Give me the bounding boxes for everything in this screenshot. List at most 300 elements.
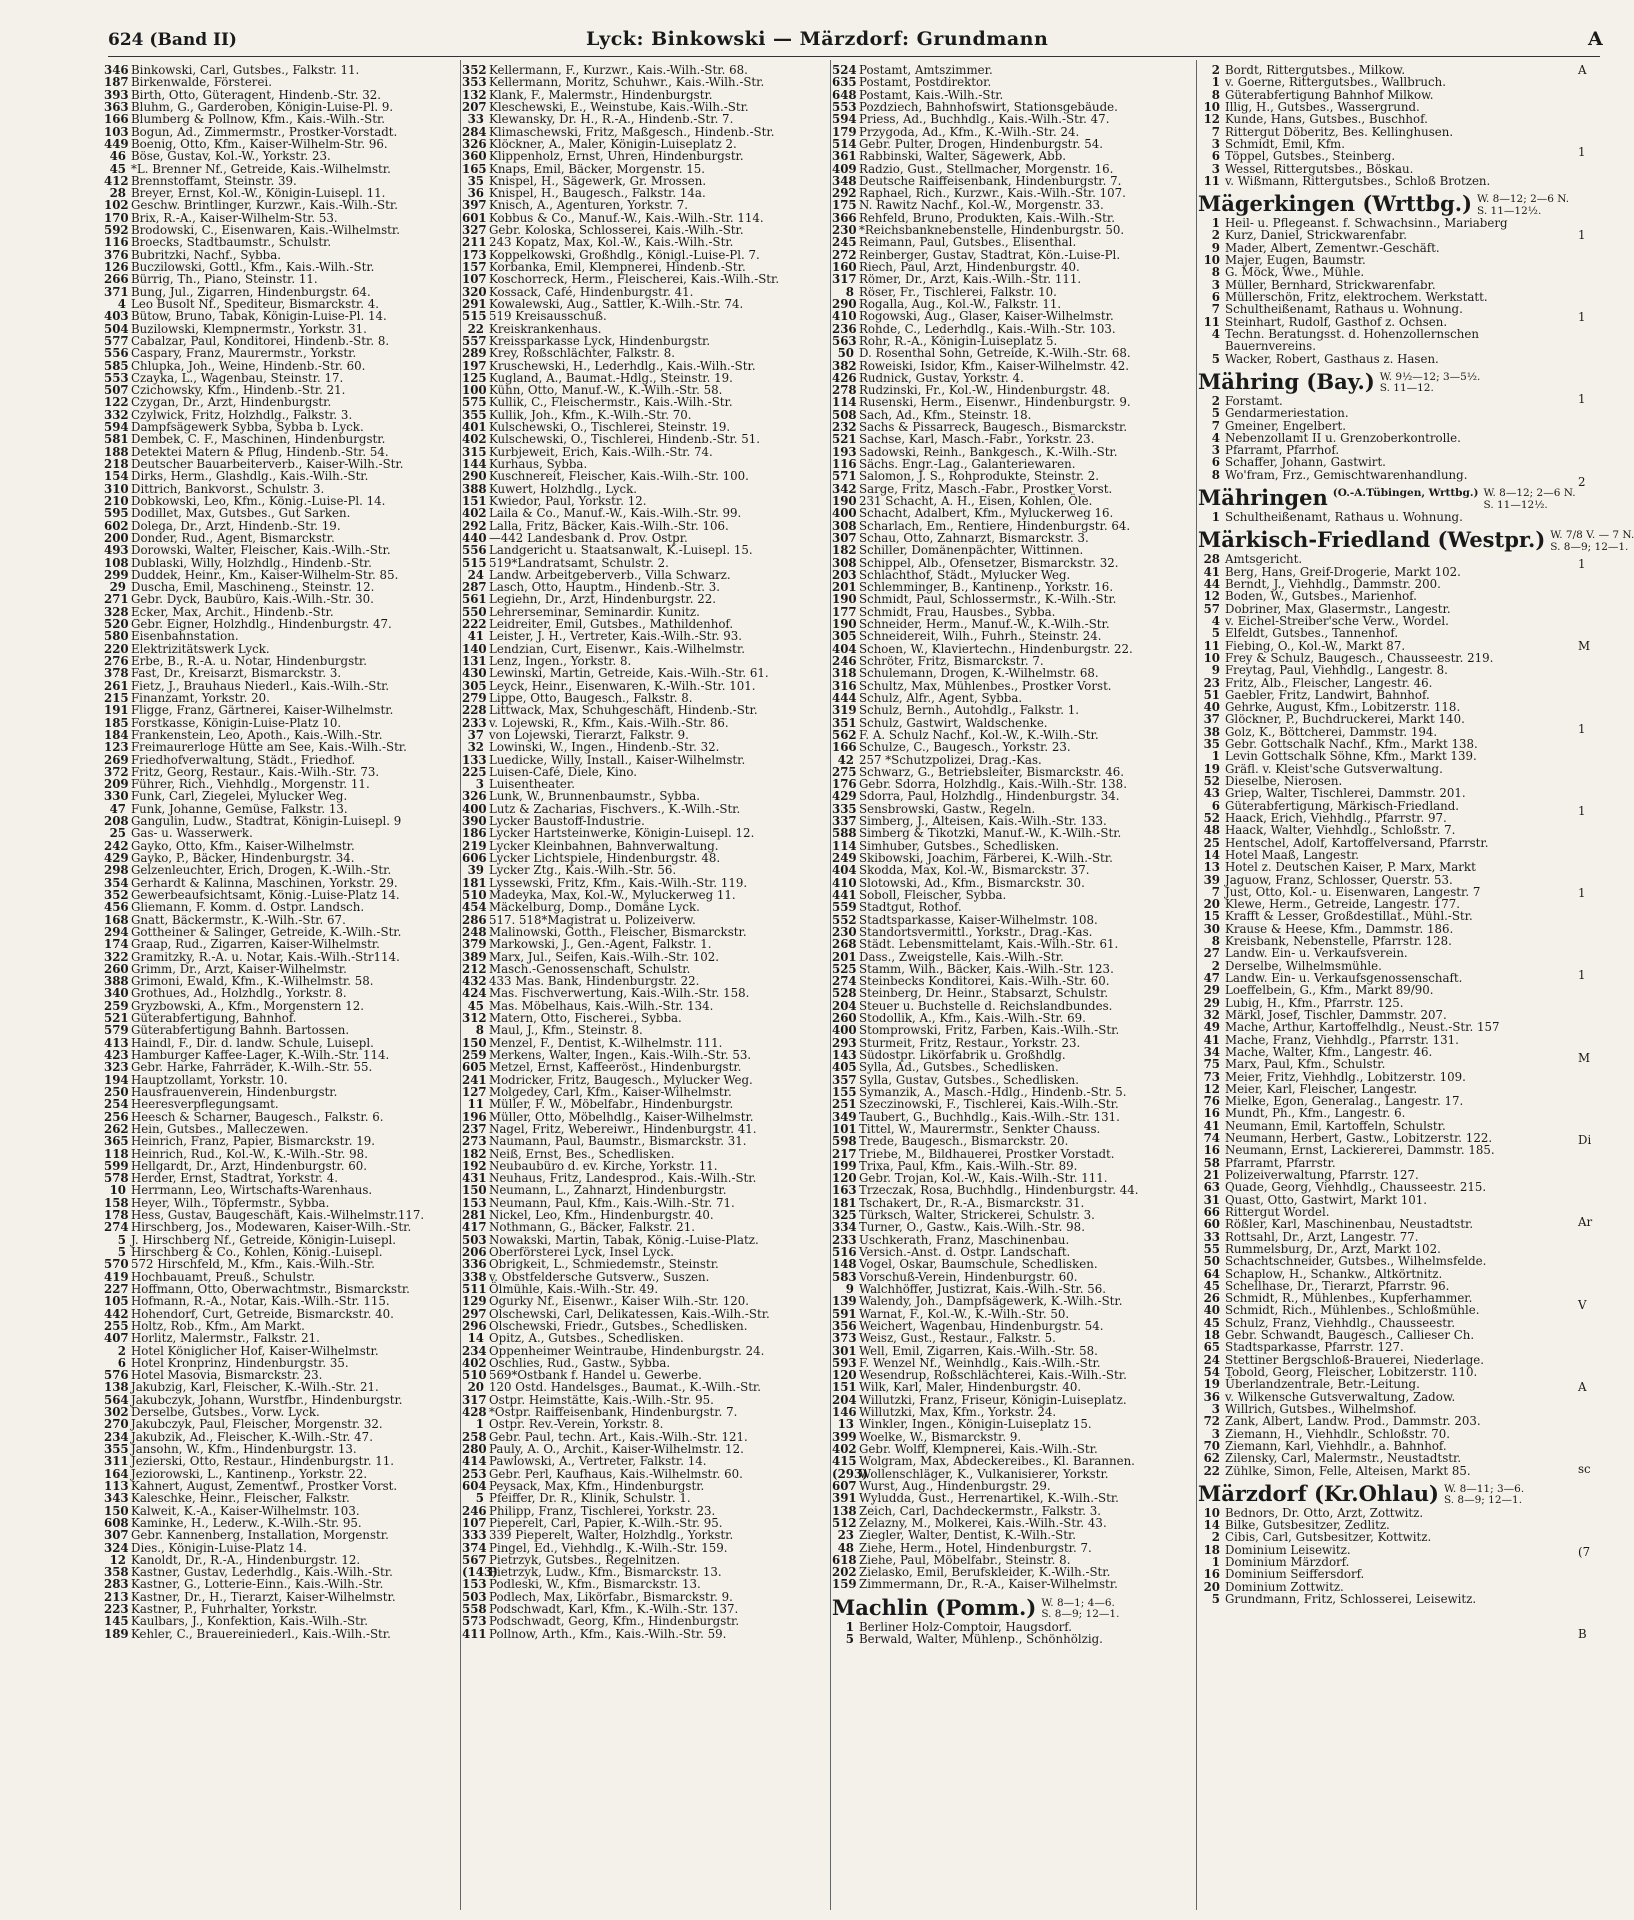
entry-text: Kastner, Gustav, Lederhdlg., Kais.-Wilh.-Str. [131,1565,393,1580]
phone-number: 191 [104,703,129,718]
phone-number: 230 [832,223,857,238]
phone-number: 20 [1203,1579,1220,1594]
phone-number: 20 [467,1380,484,1395]
phone-number: 360 [462,149,487,164]
page-title: Lyck: Binkowski — Märzdorf: Grundmann [586,28,1049,50]
entry-text: Knisch, A., Agenturen, Yorkstr. 7. [489,198,688,213]
phone-number: 189 [104,1626,129,1641]
phone-number: 372 [104,764,129,779]
entry-text: Kalweit, K.-A., Kaiser-Wilhelmstr. 103. [131,1503,360,1518]
phone-number: 5 [1211,351,1220,366]
phone-number: 234 [104,1429,129,1444]
phone-number: 13 [1203,860,1220,875]
entry-text: Derselbe, Gutsbes., Vorw. Lyck. [131,1405,320,1420]
entry-text: Kullik, Joh., Kfm., K.-Wilh.-Str. 70. [489,407,692,422]
entry-text: Rummelsburg, Dr., Arzt, Markt 102. [1225,1241,1441,1256]
phone-number: 292 [462,518,487,533]
entry-text: Ostpr. Rev.-Verein, Yorkstr. 8. [489,1417,664,1432]
entry-text: Opitz, A., Gutsbes., Schedlisken. [489,1331,684,1346]
entry-text: Hoffmann, Otto, Oberwachtmstr., Bismarckstr. [131,1281,410,1296]
phone-number: 558 [462,1602,487,1617]
directory-entry [1198,590,1578,602]
phone-number: 11 [1203,173,1220,188]
phone-number: 343 [104,1491,129,1506]
phone-number: 291 [462,296,487,311]
entry-text: Leyck, Heinr., Eisenwaren, K.-Wilh.-Str. 101. [489,678,756,693]
entry-text: Neumann, Ernst, Lackiererei, Dammstr. 185. [1225,1143,1495,1158]
phone-number: 251 [832,1097,857,1112]
phone-number: 12 [109,1552,126,1567]
directory-entry [1198,984,1578,996]
directory-entry [462,1258,828,1270]
entry-text: Rudnick, Gustav, Yorkstr. 4. [859,370,1024,385]
entry-text: Gebr. Schwandt, Baugesch., Callieser Ch. [1225,1328,1475,1343]
phone-number: 218 [104,457,129,471]
phone-number: 47 [1203,971,1220,985]
entry-text: Wurst, Aug., Hindenburgstr. 29. [859,1478,1051,1493]
directory-entry [832,1024,1194,1036]
phone-number: 43 [1203,786,1220,801]
entry-text: Schulemann, Drogen, K.-Wilhelmstr. 68. [859,666,1099,681]
directory-entry [462,1345,828,1357]
phone-number: 426 [832,370,857,385]
directory-entry [1198,1058,1578,1070]
entry-text: 257 *Schutzpolizei, Drag.-Kas. [859,752,1042,767]
entry-text: Postamt, Postdirektor. [859,75,992,90]
directory-entry [104,1615,458,1627]
directory-entry [832,901,1194,913]
entry-text: Bogun, Ad., Zimmermstr., Prostker-Vorstadt. [131,124,398,139]
phone-number: 429 [832,789,857,804]
entry-text: Postamt, Amtszimmer. [859,63,993,77]
entry-text: Lyssewski, Fritz, Kfm., Kais.-Wilh.-Str. 119. [489,875,748,890]
phone-number: 211 [462,235,487,250]
phone-number: 203 [832,567,857,582]
phone-number: 326 [462,789,487,804]
phone-number: 290 [462,469,487,484]
phone-number: 16 [1203,1106,1220,1121]
phone-number: 133 [462,752,487,767]
entry-text: Lehrerseminar, Seminardir. Kunitz. [489,604,700,619]
phone-number: 1 [1211,1555,1220,1570]
phone-number: 579 [104,1023,129,1038]
phone-number: 184 [104,727,129,742]
entry-text: Breyer, Ernst, Kol.-W., Königin-Luisepl. 11. [131,186,386,201]
directory-entry [104,273,458,285]
phone-number: 38 [1203,724,1220,739]
directory-entry [104,1578,458,1590]
phone-number: 145 [104,1614,129,1629]
entry-text: Czichowsky, Kfm., Hindenb.-Str. 21. [131,383,346,398]
entry-text: Ziegler, Walter, Dentist, K.-Wilh.-Str. [859,1528,1077,1543]
phone-number: 2 [1211,63,1220,77]
section-hours [1477,192,1569,217]
phone-number: 41 [1203,1032,1220,1047]
entry-text: Reimann, Paul, Gutsbes., Elisenthal. [859,235,1077,250]
entry-text: Dirks, Herm., Glashdlg., Kais.-Wilh.-Str. [131,469,369,484]
phone-number: 271 [104,592,129,607]
entry-text: Golz, K., Böttcherei, Dammstr. 194. [1225,724,1438,739]
phone-number: 327 [462,223,487,238]
phone-number: 253 [462,1466,487,1481]
entry-text: Rohde, C., Lederhdlg., Kais.-Wilh.-Str. 103. [859,321,1116,336]
phone-number: 11 [1203,314,1220,329]
entry-text: Meier, Fritz, Viehhdlg., Lobitzerstr. 109. [1225,1069,1466,1084]
entry-text: Schneidereit, Wilh., Fuhrh., Steinstr. 24. [859,629,1102,644]
entry-text: Mas. Fischverwertung, Kais.-Wilh.-Str. 158. [489,986,750,1001]
entry-text: Willrich, Gutsbes., Wilhelmshof. [1225,1401,1417,1416]
entry-text: Hess, Gustav, Baugeschäft, Kais.-Wilhelmstr.117. [131,1208,425,1223]
entry-text: Heyer, Wilh., Töpfermstr., Sybba. [131,1195,330,1210]
directory-entry [1198,420,1578,432]
entry-text: Hofmann, R.-A., Notar, Kais.-Wilh.-Str. 115. [131,1294,390,1309]
entry-text: Boenig, Otto, Kfm., Kaiser-Wilhelm-Str. 96. [131,136,388,151]
phone-number: 166 [104,112,129,127]
directory-entry [1198,1268,1578,1280]
entry-text: Podschwadt, Georg, Kfm., Hindenburgstr. [489,1614,740,1629]
entry-text: Hotel Königlicher Hof, Kaiser-Wilhelmstr. [131,1343,379,1358]
phone-number: 150 [104,1503,129,1518]
phone-number: 34 [1203,1044,1220,1059]
entry-text: Krafft & Lesser, Großdestillat., Mühl.-Str. [1225,909,1473,924]
phone-number: 138 [104,1380,129,1395]
directory-entry [104,987,458,999]
phone-number: 153 [462,1577,487,1592]
entry-text: Czayka, L., Wagenbau, Steinstr. 17. [131,370,344,385]
entry-text: Podlech, Max, Likörfabr., Bismarckstr. 9. [489,1589,733,1604]
section-heading [832,1596,1194,1621]
phone-number: 325 [832,1208,857,1223]
entry-text: Deutscher Bauarbeiterverb., Kaiser-Wilh.-Str. [131,457,404,471]
entry-text: Geschw. Brintlinger, Kurzwr., Kais.-Wilh.-Str. [131,198,398,213]
phone-number: 75 [1203,1057,1220,1072]
entry-text: Lutz & Zacharias, Fischvers., K.-Wilh.-Str. [489,801,741,816]
entry-text: Wilk, Karl, Maler, Hindenburgstr. 40. [859,1380,1082,1395]
entry-text: Taubert, G., Buchhdlg., Kais.-Wilh.-Str. 131. [859,1109,1120,1124]
phone-number: 567 [462,1552,487,1567]
phone-number: 280 [462,1442,487,1456]
phone-number: 328 [104,604,129,619]
phone-number: 23 [1203,675,1220,690]
phone-number: 150 [462,1183,487,1198]
entry-text: Dieselbe, Nierosen. [1225,774,1343,788]
phone-number: 11 [467,1097,484,1112]
phone-number: 4 [1211,613,1220,628]
entry-text: Techn. Beratungsst. d. Hohenzollernschen [1225,326,1479,341]
phone-number: 404 [832,641,857,656]
phone-number: 504 [104,321,129,336]
phone-number: 37 [1203,712,1220,727]
phone-number: 120 [832,1368,857,1383]
phone-number: 10 [109,1183,126,1198]
entry-text: Gayko, P., Bäcker, Hindenburgstr. 34. [131,851,355,865]
entry-text: Zank, Albert, Landw. Prod., Dammstr. 203. [1225,1414,1481,1429]
edge-fragment: 1 [1578,145,1586,160]
entry-text: Schmidt, Paul, Schlossermstr., K.-Wilh.-Str. [859,592,1117,607]
entry-text: Kobbus & Co., Manuf.-W., Kais.-Wilh.-Str. 114. [489,210,764,225]
edge-fragment: A [1578,63,1587,77]
entry-text: Lippe, Otto, Baugesch., Falkstr. 8. [489,690,693,705]
phone-number: 524 [832,63,857,77]
directory-entry [462,1615,828,1627]
entry-text: Ziemann, Karl, Viehhdlr., a. Bahnhof. [1225,1438,1447,1453]
entry-text: Kastner, G., Lotterie-Einn., Kais.-Wilh.-Str. [131,1577,384,1592]
sunday-hours: S. 11—12. [1379,382,1434,395]
entry-text: Schröter, Fritz, Bismarckstr. 7. [859,654,1044,668]
directory-entry [462,1135,828,1147]
directory-entry [104,360,458,372]
phone-number: 349 [832,1109,857,1124]
phone-number: 2 [1211,393,1220,408]
entry-text: Brix, R.-A., Kaiser-Wilhelm-Str. 53. [131,210,338,225]
directory-entry [1198,1218,1578,1230]
entry-text: Gayko, Otto, Kfm., Kaiser-Wilhelmstr. [131,838,355,853]
phone-number: 316 [832,678,857,693]
phone-number: 353 [462,75,487,90]
directory-entry [832,507,1194,519]
entry-text: F. Wenzel Nf., Weinhdlg., Kais.-Wilh.-Str. [859,1355,1101,1370]
entry-text: Holtz, Rob., Kfm., Am Markt. [131,1318,305,1333]
entry-text: Uschkerath, Franz, Maschinenbau. [859,1232,1070,1247]
section-heading [1198,486,1578,511]
section-heading [1198,192,1578,217]
phone-number: 66 [1203,1204,1220,1219]
phone-number: 293 [832,1035,857,1050]
directory-entry [1198,824,1578,836]
entry-text: Lewinski, Martin, Getreide, Kais.-Wilh.-Str. 61. [489,666,769,681]
phone-number: 16 [1203,1567,1220,1582]
entry-text: Grimm, Dr., Arzt, Kaiser-Wilhelmstr. [131,961,347,976]
phone-number: 562 [832,727,857,742]
entry-text: Fritz, Georg, Restaur., Kais.-Wilh.-Str. 73. [131,764,380,779]
directory-entry [832,199,1194,211]
entry-text: Pfarramt, Pfarrstr. [1225,1155,1336,1170]
phone-number: 42 [837,752,854,767]
phone-number: 41 [1203,1118,1220,1133]
phone-number: 7 [1211,302,1220,317]
phone-number: 431 [462,1171,487,1186]
phone-number: 193 [832,444,857,459]
entry-text: Mader, Albert, Zementwr.-Geschäft. [1225,240,1440,255]
entry-text: Lubig, H., Kfm., Pfarrstr. 125. [1225,995,1404,1010]
phone-number: 45 [467,998,484,1013]
entry-text: Zelazny, M., Molkerei, Kais.-Wilh.-Str. 43. [859,1515,1107,1530]
phone-number: 404 [832,863,857,878]
entry-text: Dembek, C. F., Maschinen, Hindenburgstr. [131,432,386,447]
phone-number: 12 [1203,589,1220,604]
directory-entry [104,667,458,679]
phone-number: 36 [1203,1389,1220,1404]
entry-text: Bednors, Dr. Otto, Arzt, Zottwitz. [1225,1505,1424,1520]
directory-entry [832,1135,1194,1147]
phone-number: 139 [832,1294,857,1309]
entry-text: Gewerbeaufsichtsamt, König.-Luise-Platz 14. [131,887,400,902]
entry-text: Schlemminger, B., Kantinenp., Yorkstr. 16. [859,580,1114,595]
phone-number: 373 [832,1331,857,1346]
phone-number: 432 [462,974,487,989]
entry-text: Bung, Jul., Zigarren, Hindenburgstr. 64. [131,284,371,299]
entry-text: Leister, J. H., Vertreter, Kais.-Wilh.-Str. 93. [489,629,743,644]
directory-entry [104,741,458,753]
directory-entry [462,827,828,839]
phone-number: 233 [832,1232,857,1247]
entry-text: Grimoni, Ewald, Kfm., K.-Wilhelmstr. 58. [131,974,374,989]
entry-text: Luisentheater. [489,777,576,792]
phone-number: 170 [104,210,129,225]
phone-number: 39 [467,863,484,878]
entry-text: Kossack, Café, Hindenburgstr. 41. [489,284,694,299]
phone-number: 14 [1203,847,1220,862]
directory-entry [832,1098,1194,1110]
phone-number: 242 [104,838,129,853]
entry-text: Schmidt, Rich., Mühlenbes., Schloßmühle. [1225,1303,1480,1318]
phone-number: 10 [1203,253,1220,268]
edge-fragment: 1 [1578,803,1586,818]
entry-text: Bluhm, G., Garderoben, Königin-Luise-Pl. 9. [131,99,394,114]
entry-text: Rudzinski, Fr., Kol.-W., Hindenburgstr. 48. [859,383,1111,398]
phone-number: 118 [104,1146,129,1161]
phone-number: 400 [832,1023,857,1038]
page-header [108,28,1603,54]
entry-text: Skodda, Max, Kol.-W., Bismarckstr. 37. [859,863,1090,878]
phone-number: 357 [832,1072,857,1087]
directory-column-3 [832,64,1194,1914]
phone-number: 190 [832,617,857,632]
entry-text: Dies., Königin-Luise-Platz 14. [131,1540,307,1555]
phone-number: 3 [1211,136,1220,151]
directory-entry [104,544,458,556]
directory-entry [462,790,828,802]
directory-entry [832,163,1194,175]
entry-text: Schmidt, R., Mühlenbes., Kupferhammer. [1225,1291,1473,1306]
entry-text: Kleschewski, E., Weinstube, Kais.-Wilh.-Str. [489,99,749,114]
phone-number: 444 [832,690,857,705]
entry-text: Grundmann, Fritz, Schlosserei, Leisewitz. [1225,1592,1477,1606]
phone-number: 45 [1203,1278,1220,1293]
phone-number: 268 [832,937,857,952]
directory-entry [1198,750,1578,762]
directory-entry [104,1184,458,1196]
entry-text: Mache, Arthur, Kartoffelhdlg., Neust.-Str. 157 [1225,1020,1500,1035]
entry-text: Gangulin, Ludw., Stadtrat, Königin-Luisepl. 9 [131,814,402,829]
directory-entry [104,827,458,839]
entry-text: Forstamt. [1225,393,1283,408]
phone-number: 153 [462,1195,487,1210]
directory-entry [104,1332,458,1344]
entry-text: Wacker, Robert, Gasthaus z. Hasen. [1225,351,1439,366]
directory-entry [1198,1465,1578,1477]
entry-text: Städt. Lebensmittelamt, Kais.-Wilh.-Str. 61. [859,937,1119,952]
entry-text: Maul, J., Kfm., Steinstr. 8. [489,1023,643,1038]
entry-text: Südostpr. Likörfabrik u. Großhdlg. [859,1048,1066,1062]
phone-number: 187 [104,75,129,90]
entry-text: v. Goerne, Rittergutsbes., Wallbruch. [1225,75,1446,90]
entry-text: Hauptzollamt, Yorkstr. 10. [131,1072,288,1087]
entry-text: Fligge, Franz, Gärtnerei, Kaiser-Wilhelmstr. [131,703,394,718]
entry-text: Überlandzentrale, Betr.-Leitung. [1225,1377,1420,1392]
directory-entry [1198,150,1578,162]
entry-text: Matern, Otto, Fischerei., Sybba. [489,1011,682,1026]
entry-text: Hotel Maaß, Langestr. [1225,847,1360,862]
phone-number: 411 [462,1626,487,1641]
entry-text: Gmeiner, Engelbert. [1225,418,1346,433]
directory-entry [462,704,828,716]
phone-number: 10 [1203,1505,1220,1520]
entry-text: Kaleschke, Heinr., Fleischer, Falkstr. [131,1491,350,1506]
directory-entry [832,470,1194,482]
entry-text: Hirschberg & Co., Kohlen, König.-Luisepl. [131,1245,383,1259]
entry-text: Priess, Ad., Buchhdlg., Kais.-Wilh.-Str. 47. [859,112,1110,127]
phone-number: 515 [462,309,487,324]
entry-text: D. Rosenthal Sohn, Getreide, K.-Wilh.-Str. 68. [859,346,1131,361]
phone-number: 322 [104,949,129,964]
phone-number: 307 [832,530,857,545]
phone-number: 274 [832,974,857,989]
entry-text: Zilensky, Carl, Malermstr., Neustadtstr. [1225,1451,1462,1466]
phone-number: 2 [117,1343,126,1358]
page-label: 624 (Band II) [108,30,237,50]
phone-number: 521 [832,432,857,447]
directory-entry [104,507,458,519]
phone-number: 23 [837,1528,854,1543]
entry-text: Jakubzig, Karl, Fleischer, K.-Wilh.-Str. 21. [131,1380,379,1395]
entry-text: Ziehe, Herm., Hotel, Hindenburgstr. 7. [859,1540,1092,1555]
entry-text: Bubritzki, Nachf., Sybba. [131,247,281,262]
edge-fragment: M [1578,1050,1591,1065]
directory-entry [462,150,828,162]
phone-number: 515 [462,555,487,570]
phone-number: 510 [462,1368,487,1383]
entry-text: Symanzik, A., Masch.-Hdlg., Hindenb.-Str. 5. [859,1084,1127,1099]
phone-number: 570 [104,1257,129,1272]
phone-number: 6 [1211,798,1220,813]
phone-number: 399 [832,1429,857,1444]
entry-text: Tittel, W., Maurermstr., Senkter Chauss. [859,1121,1101,1136]
entry-text: Rogalla, Aug., Kol.-W., Falkstr. 11. [859,296,1062,311]
entry-text: Fritz, Alb., Fleischer, Langestr. 46. [1225,675,1433,690]
entry-text: Masch.-Genossenschaft, Schulstr. [489,961,691,976]
phone-number: 335 [832,801,857,816]
entry-text: Gräfl. v. Kleist'sche Gutsverwaltung. [1225,761,1443,776]
phone-number: 430 [462,666,487,681]
phone-number: 281 [462,1208,487,1223]
phone-number: 41 [1203,564,1220,579]
edge-fragment: 1 [1578,556,1586,571]
phone-number: 414 [462,1454,487,1469]
phone-number: 391 [832,1491,857,1506]
directory-entry [1198,407,1578,419]
entry-text: Oschlies, Rud., Gastw., Sybba. [489,1355,671,1370]
directory-entry [462,593,828,605]
phone-number: 260 [832,1011,857,1026]
phone-number: 165 [462,161,487,176]
phone-number: 212 [462,961,487,976]
entry-text: Kurz, Daniel, Strickwarenfabr. [1225,228,1408,243]
directory-entry [832,236,1194,248]
entry-text: Olschewski, Friedr., Gutsbes., Schedlisken. [489,1318,748,1333]
phone-number: 28 [109,186,126,201]
entry-text: Raphael, Rich., Kurzwr., Kais.-Wilh.-Str. 107. [859,186,1126,201]
directory-entry [104,1258,458,1270]
entry-text: Podschwadt, Karl, Kfm., K.-Wilh.-Str. 137. [489,1602,739,1617]
phone-number: 151 [832,1380,857,1395]
phone-number: 326 [462,136,487,151]
entry-text: von Lojewski, Tierarzt, Falkstr. 9. [489,727,689,742]
directory-entry [104,310,458,322]
edge-fragment: 1 [1578,968,1586,983]
entry-text: Luedicke, Willy, Install., Kaiser-Wilhelmstr. [489,752,746,767]
entry-text: Kuwert, Holzhdlg., Lyck. [489,481,638,496]
